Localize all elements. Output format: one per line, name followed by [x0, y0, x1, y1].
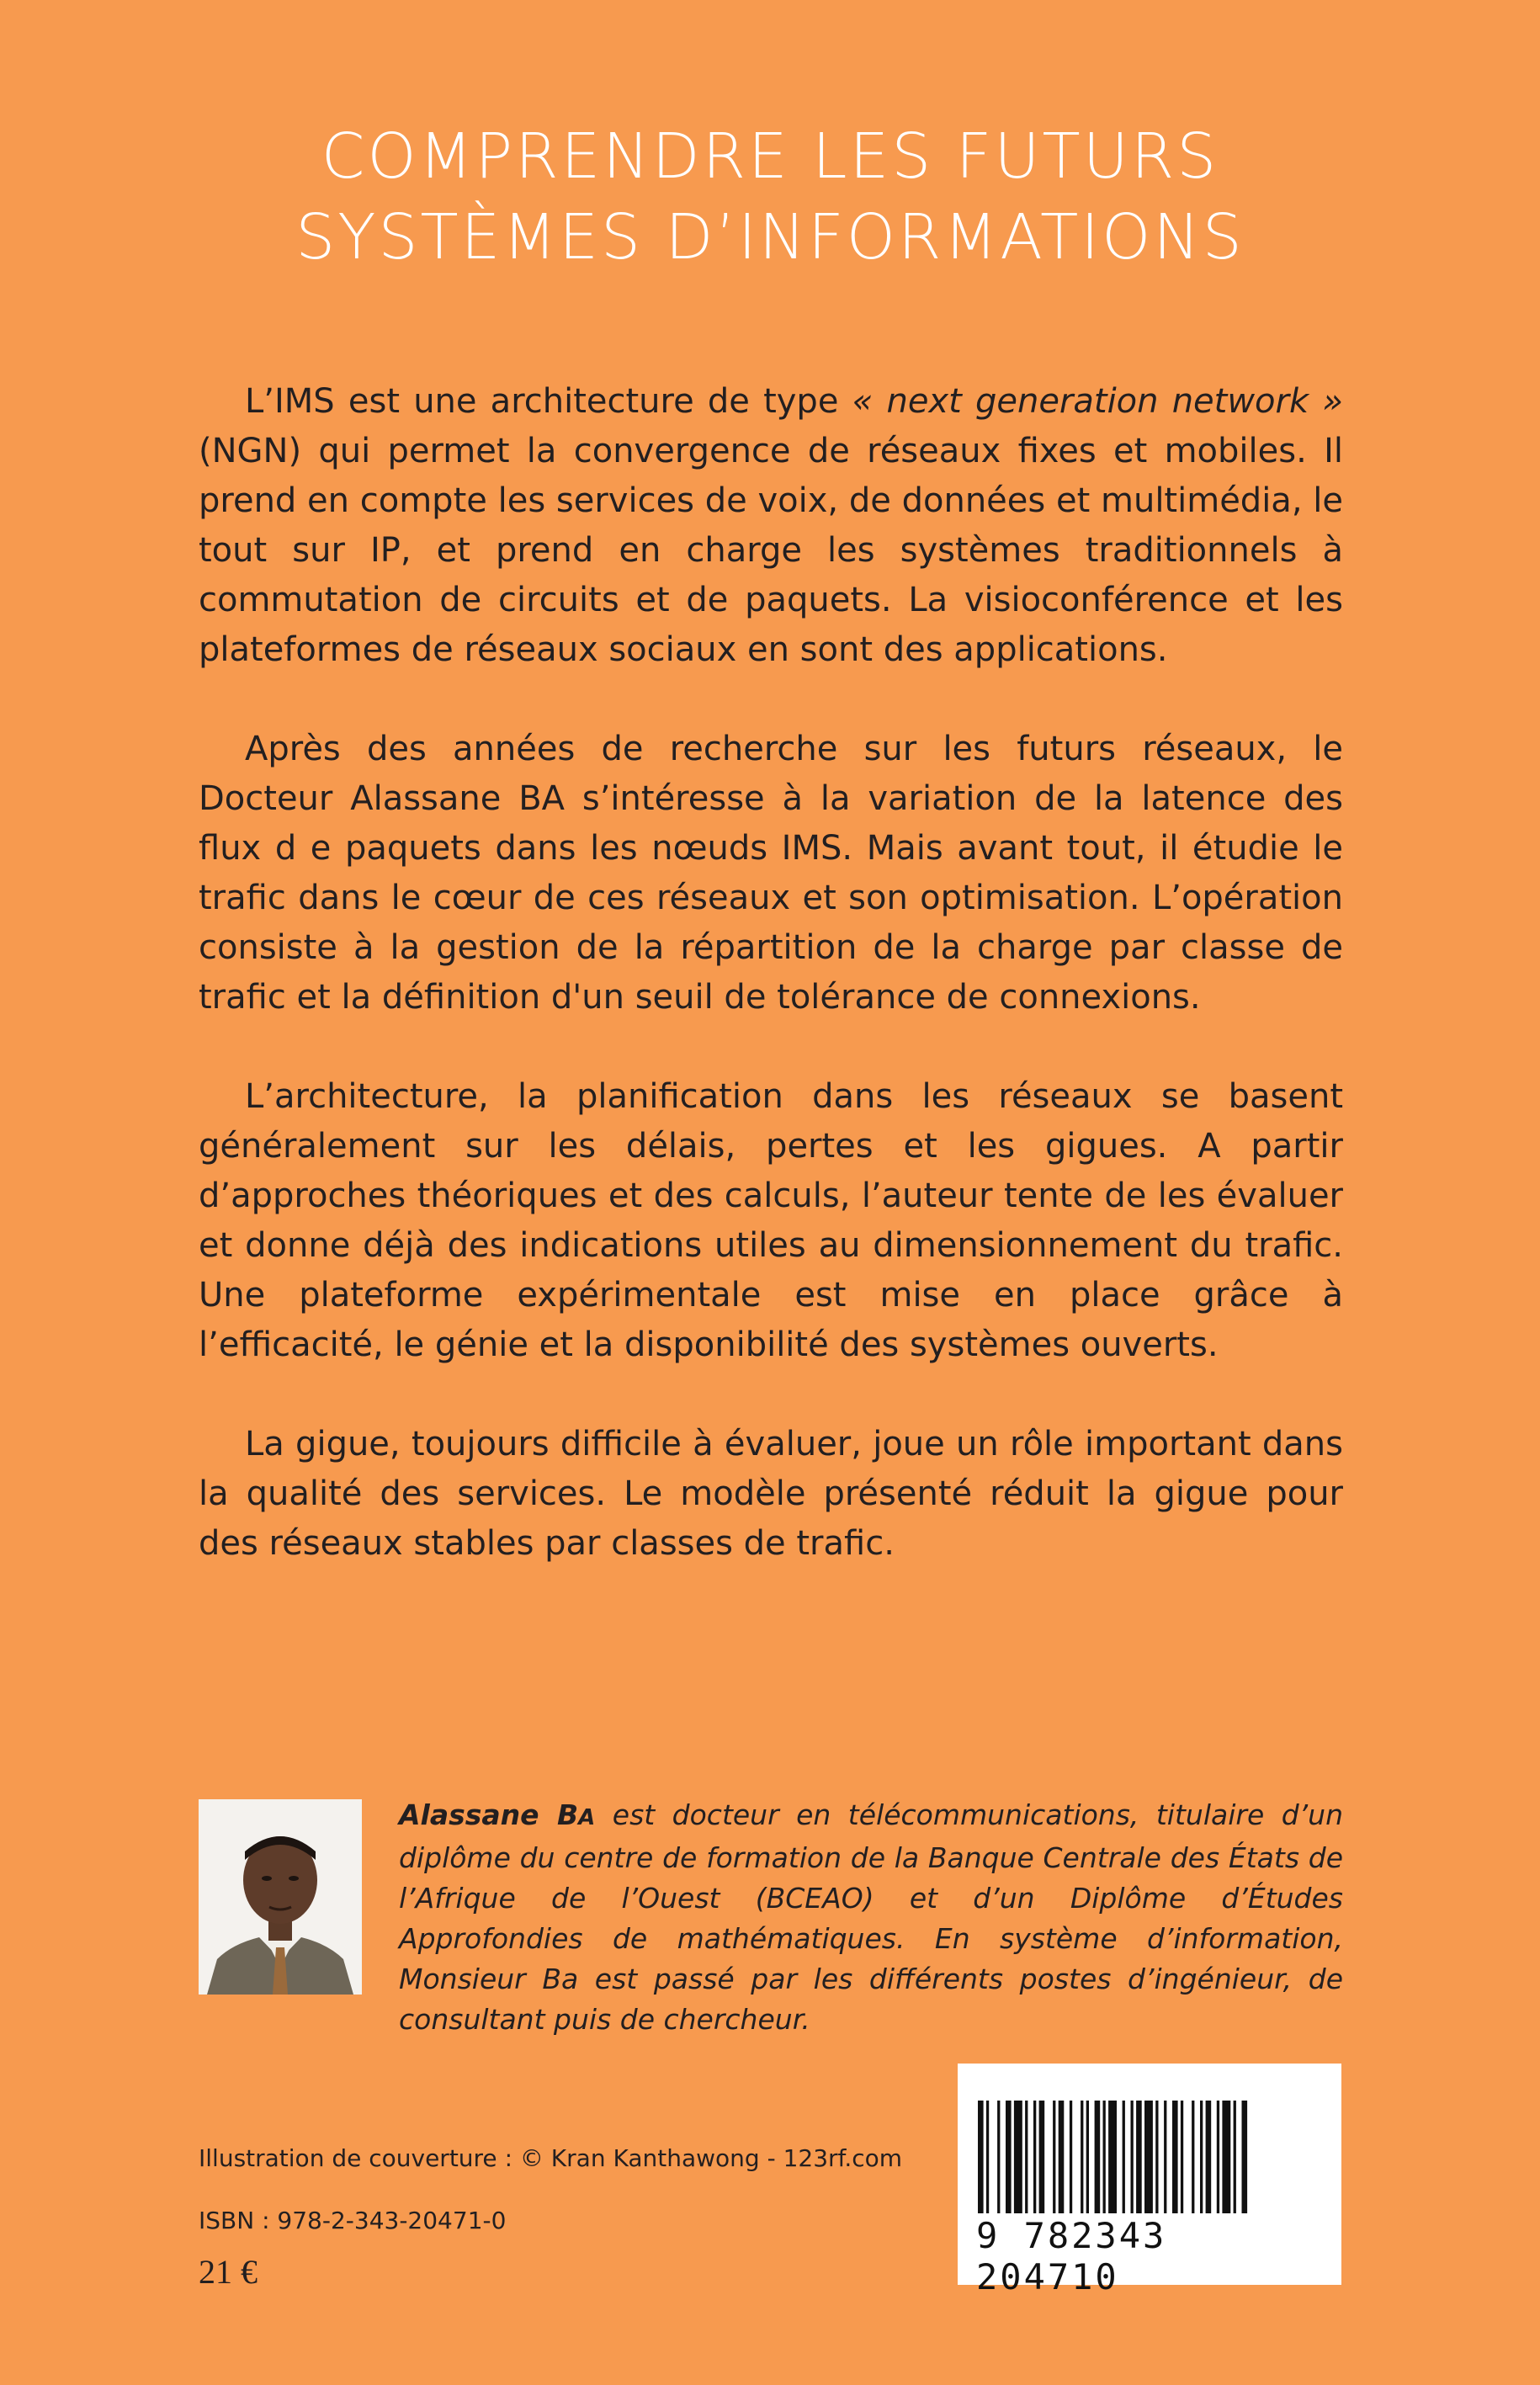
- paragraph-3: L’architecture, la planification dans les réseaux se basent généralement sur les délais, pertes et les gigues. A partir d’approches théoriques et des calculs, l’auteur tente de les évaluer et donne déjà des indications utiles au dimensionnement du trafic. Une plateforme expérimentale est mise en place grâce à l’efficacité, le génie et la disponibilité des systèmes ouverts.: [199, 1077, 1343, 1364]
- barcode-bar: [1222, 2101, 1230, 2213]
- barcode-bar: [1234, 2101, 1236, 2213]
- barcode-bar: [1123, 2101, 1125, 2213]
- title-line-2: SYSTÈMES D’INFORMATIONS: [295, 201, 1245, 274]
- price: 21 €: [199, 2253, 258, 2291]
- paragraph-1-start: L’IMS est une architecture de type: [245, 382, 852, 421]
- paragraph-1-end: (NGN) qui permet la convergence de réseaux fixes et mobiles. Il prend en compte les services de voix, de données et multimédia, le tout sur IP, et prend en charge les systèmes traditionnels à commutation de circuits et de paquets. La visioconférence et les plateformes de réseaux sociaux en sont des applications.: [199, 432, 1343, 669]
- barcode-bar: [1164, 2101, 1166, 2213]
- barcode-bar: [1192, 2101, 1194, 2213]
- title-line-1: COMPRENDRE LES FUTURS: [321, 120, 1219, 193]
- author-bio: [399, 1795, 1343, 2040]
- barcode-bar: [1108, 2101, 1117, 2213]
- barcode-bar: [1131, 2101, 1134, 2213]
- barcode-bar: [1217, 2101, 1219, 2213]
- barcode-bar: [978, 2101, 984, 2213]
- barcode-bar: [1103, 2101, 1106, 2213]
- barcode-bar: [1033, 2101, 1036, 2213]
- barcode-bar: [1025, 2101, 1028, 2213]
- barcode-bar: [1070, 2101, 1072, 2213]
- isbn: ISBN : 978-2-343-20471-0: [199, 2207, 507, 2234]
- barcode-bar: [1155, 2101, 1158, 2213]
- book-title: [194, 116, 1346, 278]
- author-bio-text: est docteur en télécommunications, titulaire d’un diplôme du centre de formation de la Banque Centrale des États de l’Afrique de l’Ouest (BCEAO) et d’un Diplôme d’Études Approfondies de mathématiques. En système d’information, Monsieur Ba est passé par les différents postes d’ingénieur, de consultant puis de chercheur.: [399, 1798, 1343, 2036]
- barcode-bar: [1242, 2101, 1248, 2213]
- barcode-bar: [1059, 2101, 1065, 2213]
- barcode-bar: [1172, 2101, 1178, 2213]
- barcode-bar: [997, 2101, 1000, 2213]
- barcode-bar: [1200, 2101, 1203, 2213]
- barcode-bar: [1039, 2101, 1045, 2213]
- barcode-bar: [1095, 2101, 1101, 2213]
- barcode-icon: [978, 2101, 1323, 2213]
- barcode-bar: [1081, 2101, 1083, 2213]
- barcode-bar: [1086, 2101, 1089, 2213]
- barcode-bar: [1014, 2101, 1022, 2213]
- barcode-bar: [1006, 2101, 1012, 2213]
- paragraph-1-emphasis: « next generation network »: [852, 382, 1343, 421]
- paragraph-2: Après des années de recherche sur les futurs réseaux, le Docteur Alassane BA s’intéresse à la variation de la latence des flux d e paquets dans les nœuds IMS. Mais avant tout, il étudie le trafic dans le cœur de ces réseaux et son optimisation. L’opération consiste à la gestion de la répartition de la charge par classe de trafic et la définition d'un seuil de tolérance de connexions.: [199, 730, 1343, 1017]
- barcode-bar: [1181, 2101, 1183, 2213]
- barcode-bar: [986, 2101, 989, 2213]
- blurb: [199, 377, 1343, 1618]
- barcode-bar: [1053, 2101, 1055, 2213]
- paragraph-4: La gigue, toujours difficile à évaluer, joue un rôle important dans la qualité des services. Le modèle présenté réduit la gigue pour des réseaux stables par classes de trafic.: [199, 1425, 1343, 1563]
- author-portrait-image: [199, 1799, 362, 1995]
- barcode: [958, 2064, 1341, 2297]
- cover-credit: Illustration de couverture : © Kran Kanthawong - 123rf.com: [199, 2144, 903, 2172]
- author-name: [399, 1798, 595, 1831]
- author-portrait-icon: [199, 1799, 362, 1995]
- paragraph-1: [199, 377, 1343, 675]
- barcode-bar: [1136, 2101, 1142, 2213]
- author-name-main: Alassane B: [399, 1798, 579, 1831]
- barcode-bar: [1144, 2101, 1153, 2213]
- barcode-bar: [1206, 2101, 1212, 2213]
- barcode-digits: 9 782343 204710: [976, 2215, 1167, 2297]
- author-name-smallcaps: A: [578, 1805, 596, 1830]
